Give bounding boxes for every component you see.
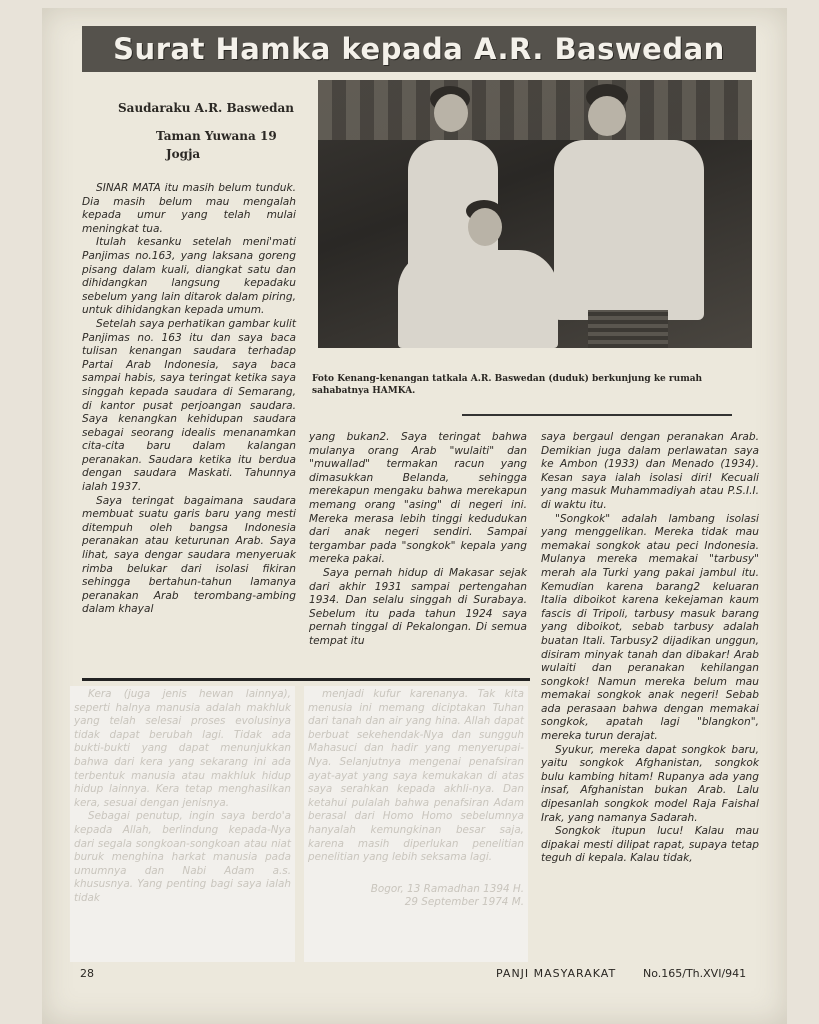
signoff-date: 29 September 1974 M. (404, 896, 524, 909)
paragraph: Itulah kesanku setelah meni'mati Panjimas no.163, yang laksana goreng pisang dalam kuali, diangkat satu dan dihidangkan langsung kepadaku sebelum yang lain ditarok dalam piring, untuk dihidangkan kepada umum. (82, 236, 296, 317)
paragraph: Kera (juga jenis hewan lainnya), seperti halnya manusia adalah makhluk yang telah selesai proses evolusinya tidak dapat berubah lagi. Tidak ada bukti-bukti yang dapat menunjukkan bahwa dari kera yang sekarang ini ada terbentuk manusia atau makhluk hidup hidup lainnya. Kera tetap menghasilkan kera, sesuai dengan jenisnya. (74, 688, 291, 809)
paragraph: Saya pernah hidup di Makasar sejak dari akhir 1931 sampai pertengahan 1934. Dan selalu singgah di Surabaya. Sebelum itu pada tahun 1924 saya pernah tinggal di Pekalongan. Di semua tempat itu (309, 566, 527, 647)
column-1 (82, 182, 296, 617)
paragraph: yang bukan2. Saya teringat bahwa mulanya orang Arab "wulaiti" dan "muwallad" termakan racun yang dimasukkan Belanda, sehingga merekapun mengaku bahwa merekapun memang orang "asing" di negeri ini. Mereka merasa lebih tinggi kedudukan dari anak negeri sendiri. Sampai tergambar pada "songkok" kepala yang mereka pakai. (309, 431, 527, 566)
divider-rule (462, 414, 732, 416)
paragraph: SINAR MATA itu masih belum tunduk. Dia masih belum mau mengalah kepada umur yang telah mulai meningkat tua. (82, 182, 296, 235)
commemorative-photo (318, 80, 752, 348)
paragraph: Setelah saya perhatikan gambar kulit Panjimas no. 163 itu dan saya baca tulisan kenangan saudara terhadap Partai Arab Indonesia, saya baca sampai habis, saya teringat ketika saya singgah kepada saudara di Semarang, di kantor pusat perjoangan saudara. Saya kenangkan kehidupan saudara sebagai seorang idealis menanamkan cita-cita baru dalam kalangan peranakan. Saudara ketika itu berdua dengan saudara Maskati. Tahunnya ialah 1937. (82, 317, 296, 494)
address-line-1: Saudaraku A.R. Baswedan (118, 101, 294, 115)
address-line-2: Taman Yuwana 19 (156, 129, 277, 143)
paragraph: "Songkok" adalah lambang isolasi yang menggelikan. Mereka tidak mau memakai songkok atau peci Indonesia. Mulanya mereka memakai "tarbusy" merah ala Turki yang pakai jambul itu. Kemudian karena barang2 keluaran Italia diboikot karena kekejaman kaum fascis di Tripoli, tarbusy masuk barang yang diboikot, sebab tarbusy adalah buatan Itali. Tarbusy2 dijadikan unggun, disiram minyak tanah dan dibakar! Arab wulaiti dan peranakan kehilangan songkok! Namun mereka belum mau memakai songkok anak negeri! Sebab ada perasaan bahwa dengan memakai songkok, apatah lagi "blangkon", mereka turun derajat. (541, 512, 759, 743)
faded-column-2 (304, 686, 528, 962)
paragraph: Syukur, mereka dapat songkok baru, yaitu songkok Afghanistan, songkok bulu kambing hitam! Rupanya ada yang insaf, Afghanistan bukan Arab. Lalu dipesanlah songkok model Raja Faishal Irak, yang namanya Sadarah. (541, 743, 759, 824)
magazine-name: PANJI MASYARAKAT (496, 967, 617, 980)
section-rule (82, 678, 530, 681)
article-title: Surat Hamka kepada A.R. Baswedan (113, 32, 725, 66)
page-number: 28 (80, 967, 94, 980)
issue-number: No.165/Th.XVI/941 (643, 967, 747, 980)
faded-column-1 (70, 686, 295, 962)
column-2 (309, 431, 527, 649)
signoff-place-date: Bogor, 13 Ramadhan 1394 H. (370, 882, 524, 895)
address-line-3: Jogja (166, 147, 201, 161)
title-banner (82, 26, 756, 72)
paragraph: Saya teringat bagaimana saudara membuat suatu garis baru yang mesti ditempuh oleh bangsa Indonesia peranakan atau keturunan Arab. Saya lihat, saya dengar saudara menyeruak rimba belukar dari isolasi fikiran sehingga bertahun-tahun lamanya peranakan Arab terombang-ambing dalam khayal (82, 494, 296, 616)
paragraph: Songkok itupun lucu! Kalau mau dipakai mesti dilipat rapat, supaya tetap teguh di kepala. Kalau tidak, (541, 825, 759, 865)
paragraph: Sebagai penutup, ingin saya berdo'a kepada Allah, berlindung kepada-Nya dari segala songkoan-songkoan atau niat buruk menghina harkat manusia pada umumnya dan Nabi Adam a.s. khususnya. Yang penting bagi saya ialah tidak (74, 810, 291, 904)
column-3 (541, 431, 759, 866)
paragraph: menjadi kufur karenanya. Tak kita menusia ini memang diciptakan Tuhan dari tanah dan air yang hina. Allah dapat berbuat sekehendak-Nya dan sungguh Mahasuci dan hadir yang menyerupai-Nya. Selanjutnya mengenai penafsiran ayat-ayat yang saya kemukakan di atas saya serahkan kepada akhli-nya. Dan ketahui pulalah bahwa penafsiran Adam berasal dari Homo Homo sebelumnya hanyalah kemungkinan besar saja, karena masih diperlukan penelitian penelitian yang lebih seksama lagi. (308, 688, 524, 864)
photo-caption: Foto Kenang-kenangan tatkala A.R. Baswedan (duduk) berkunjung ke rumah sahabatnya HAMKA. (312, 374, 703, 396)
paragraph: saya bergaul dengan peranakan Arab. Demikian juga dalam perlawatan saya ke Ambon (1933) dan Menado (1934). Kesan saya ialah isolasi diri! Kecuali yang masuk Muhammadiyah atau P.S.I.I. di waktu itu. (541, 431, 759, 511)
